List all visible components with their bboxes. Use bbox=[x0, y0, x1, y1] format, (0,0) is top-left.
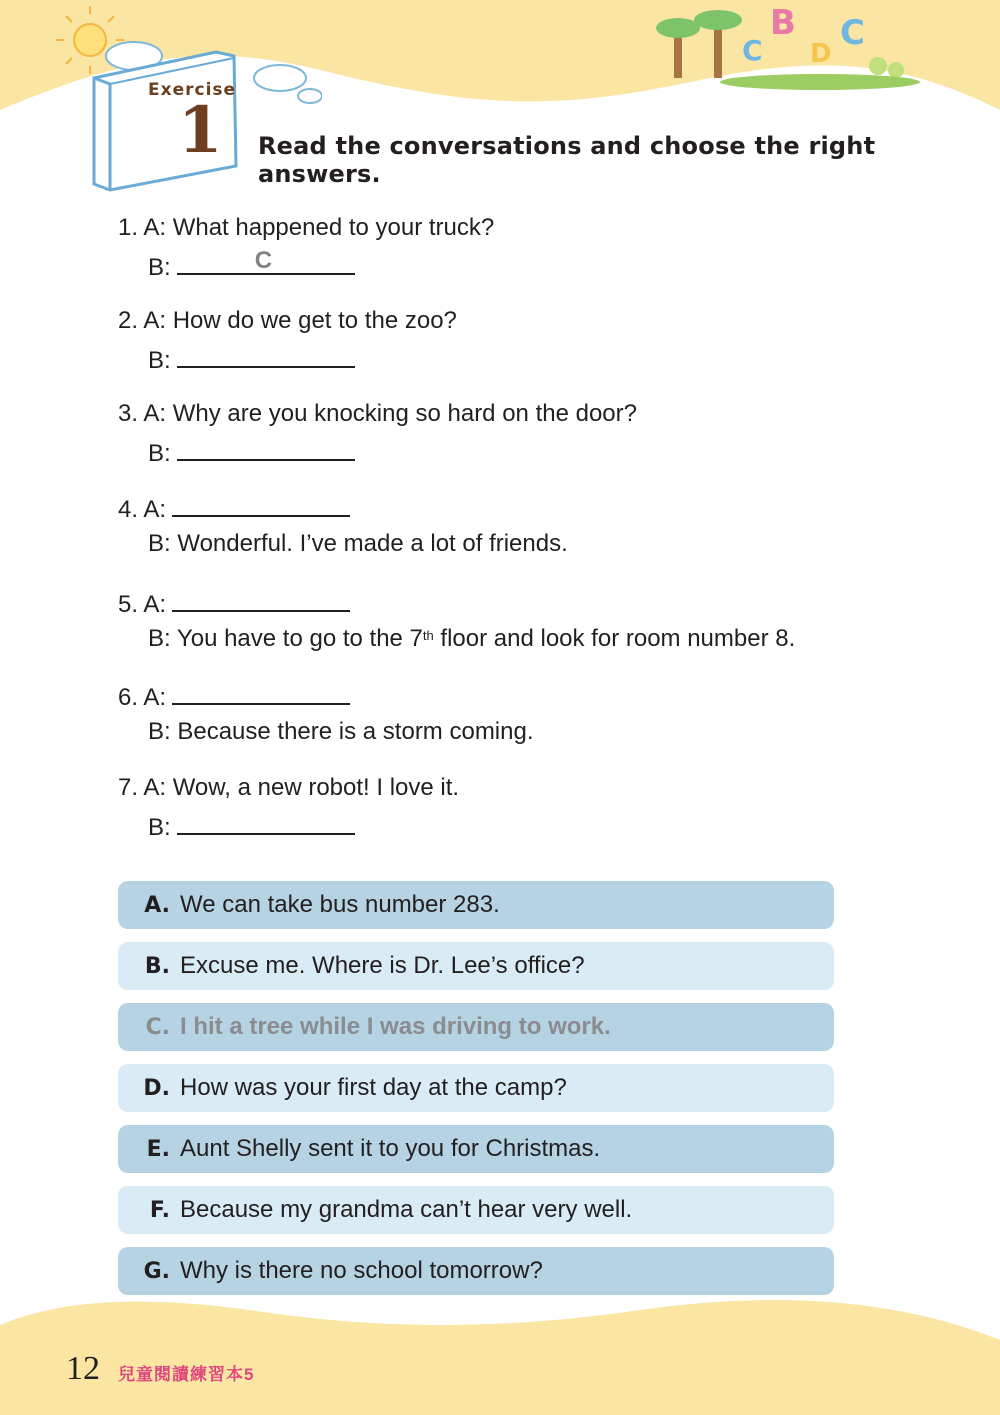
answer-blank[interactable] bbox=[177, 344, 355, 368]
question-2: 2. A: How do we get to the zoo? B: bbox=[118, 307, 457, 374]
answer-blank[interactable] bbox=[172, 588, 350, 612]
option-d: D. How was your first day at the camp? bbox=[118, 1064, 834, 1112]
answer-blank[interactable] bbox=[177, 437, 355, 461]
answer-blank[interactable] bbox=[172, 493, 350, 517]
option-g: G. Why is there no school tomorrow? bbox=[118, 1247, 834, 1295]
answer-blank[interactable] bbox=[177, 247, 355, 275]
question-3: 3. A: Why are you knocking so hard on the door? B: bbox=[118, 400, 637, 467]
svg-text:D: D bbox=[810, 39, 832, 69]
question-5: 5. A: B: You have to go to the 7th floor and look for room number 8. bbox=[118, 588, 795, 662]
question-6: 6. A: B: Because there is a storm coming. bbox=[118, 681, 534, 755]
question-7: 7. A: Wow, a new robot! I love it. B: bbox=[118, 774, 460, 841]
answer-options bbox=[118, 881, 834, 1308]
question-4: 4. A: B: Wonderful. I’ve made a lot of friends. bbox=[118, 493, 568, 567]
page-number: 12 bbox=[66, 1350, 100, 1387]
exercise-number: 1 bbox=[178, 93, 223, 168]
option-b: B. Excuse me. Where is Dr. Lee’s office? bbox=[118, 942, 834, 990]
option-c: C. I hit a tree while I was driving to work. bbox=[118, 1003, 834, 1051]
answer-text: C bbox=[254, 247, 273, 274]
option-e: E. Aunt Shelly sent it to you for Christmas. bbox=[118, 1125, 834, 1173]
svg-text:B: B bbox=[770, 3, 796, 43]
option-f: F. Because my grandma can’t hear very well. bbox=[118, 1186, 834, 1234]
svg-text:C: C bbox=[840, 13, 865, 53]
trees-and-letters-icon bbox=[650, 0, 920, 90]
answer-blank[interactable] bbox=[172, 681, 350, 705]
question-1: 1. A: What happened to your truck? B: C bbox=[118, 214, 495, 281]
book-title: 兒童閱讀練習本5 bbox=[118, 1365, 255, 1384]
answer-blank[interactable] bbox=[177, 811, 355, 835]
option-a: A. We can take bus number 283. bbox=[118, 881, 834, 929]
svg-text:C: C bbox=[742, 34, 763, 67]
instruction-title: Read the conversations and choose the right answers. bbox=[258, 132, 876, 188]
exercise-label: Exercise bbox=[148, 80, 237, 100]
